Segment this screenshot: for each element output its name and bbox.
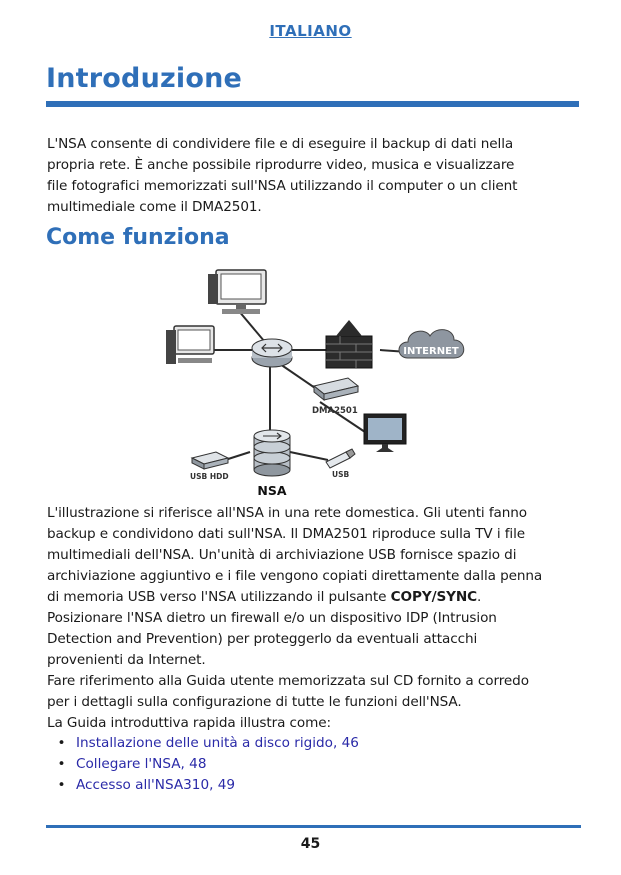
tv-icon (364, 414, 406, 452)
body-line: L'illustrazione si riferisce all'NSA in una rete domestica. Gli utenti fanno (47, 505, 527, 521)
computer-icon (166, 326, 214, 364)
body-line: archiviazione aggiuntivo e i file vengono copiati direttamente dalla penna (47, 568, 543, 584)
usb-hdd-icon (190, 452, 229, 481)
dma-label: DMA2501 (312, 406, 358, 416)
list-item (47, 754, 359, 775)
usb-stick-icon (326, 449, 355, 479)
intro-line: file fotografici memorizzati sull'NSA utilizzando il computer o un client (47, 178, 518, 194)
computer-icon (208, 270, 266, 314)
intro-line: propria rete. È anche possibile riprodurre video, musica e visualizzare (47, 157, 515, 173)
list-item (47, 775, 359, 796)
section-title: Come funziona (46, 225, 230, 250)
body-line: backup e condividono dati sull'NSA. Il DMA2501 riproduce sulla TV i file (47, 526, 526, 542)
router-icon (252, 339, 292, 367)
body-line: La Guida introduttiva rapida illustra come: (47, 715, 332, 731)
copy-sync-emphasis: COPY/SYNC (390, 589, 478, 605)
body-line (47, 587, 582, 608)
intro-paragraph (47, 134, 582, 218)
internet-label: INTERNET (403, 346, 459, 357)
intro-line: multimediale come il DMA2501. (47, 199, 262, 215)
title-rule (46, 101, 579, 107)
body-line: multimediali dell'NSA. Un'unità di archiviazione USB fornisce spazio di (47, 547, 517, 563)
link-install-disks[interactable]: Installazione delle unità a disco rigido, 46 (76, 735, 359, 751)
body-line: provenienti da Internet. (47, 652, 206, 668)
body-line-prefix: di memoria USB verso l'NSA utilizzando il pulsante (47, 589, 391, 605)
nsa-label: NSA (257, 483, 287, 498)
network-diagram (150, 262, 480, 500)
usb-label: USB (332, 470, 350, 479)
media-player-icon (312, 378, 358, 416)
page-number: 45 (300, 836, 321, 852)
intro-line: L'NSA consente di condividere file e di eseguire il backup di dati nella (47, 136, 514, 152)
body-paragraph (47, 503, 582, 734)
body-line: per i dettagli sulla configurazione di tutte le funzioni dell'NSA. (47, 694, 462, 710)
page-title: Introduzione (46, 63, 243, 94)
body-line: Fare riferimento alla Guida utente memorizzata sul CD fornito a corredo (47, 673, 529, 689)
link-access-nsa310[interactable]: Accesso all'NSA310, 49 (76, 777, 236, 793)
guide-links-list (47, 733, 359, 796)
usb-hdd-label: USB HDD (190, 472, 229, 481)
internet-cloud-icon (399, 330, 464, 358)
body-line-suffix: . (477, 589, 482, 605)
nsa-storage-icon (254, 430, 290, 498)
language-header: ITALIANO (269, 22, 352, 40)
body-line: Detection and Prevention) per proteggerlo da eventuali attacchi (47, 631, 478, 647)
bullet-icon: • (57, 756, 66, 772)
bullet-icon: • (57, 777, 66, 793)
firewall-icon (326, 320, 372, 368)
footer-rule (46, 825, 581, 828)
list-item (47, 733, 359, 754)
bullet-icon: • (57, 735, 66, 751)
link-connect-nsa[interactable]: Collegare l'NSA, 48 (76, 756, 207, 772)
body-line: Posizionare l'NSA dietro un firewall e/o un dispositivo IDP (Intrusion (47, 610, 497, 626)
